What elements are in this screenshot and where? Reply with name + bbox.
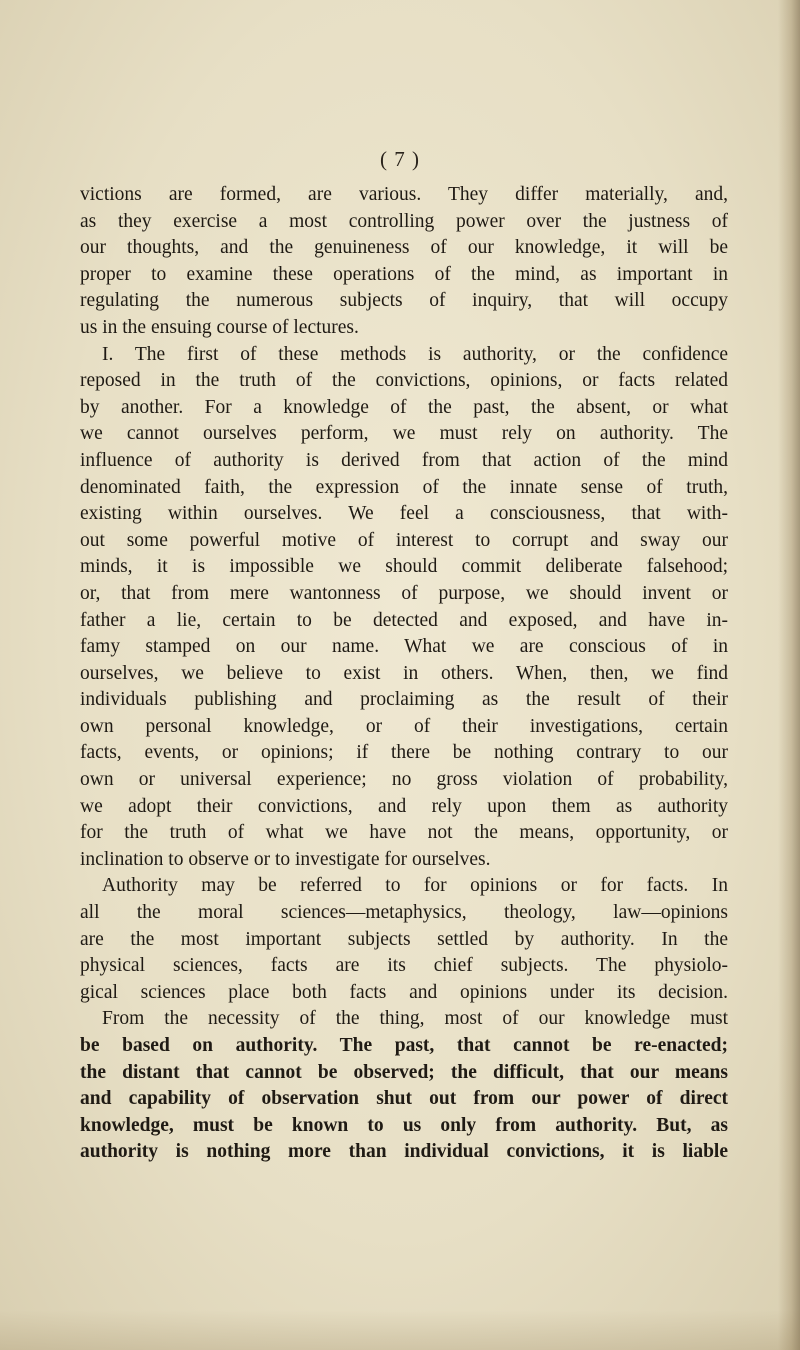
text-line: Authority may be referred to for opinions or for facts. In — [102, 875, 728, 897]
text-line: facts, events, or opinions; if there be nothing contrary to our — [80, 742, 728, 764]
text-line: inclination to observe or to investigate for ourselves. — [80, 848, 491, 870]
text-line: victions are formed, are various. They differ materially, and, — [80, 184, 728, 205]
text-line: be based on authority. The past, that cannot be re-enacted; — [80, 1035, 728, 1056]
text-line: proper to examine these operations of the mind, as important in — [80, 263, 728, 285]
text-line: the distant that cannot be observed; the difficult, that our means — [80, 1061, 728, 1083]
text-line: gical sciences place both facts and opinions under its decision. — [80, 981, 728, 1003]
text-line: individuals publishing and proclaiming as the result of their — [80, 689, 728, 711]
text-line: knowledge, must be known to us only from authority. But, as — [80, 1114, 728, 1136]
text-line: all the moral sciences—metaphysics, theology, law—opinions — [80, 902, 728, 924]
text-line: I. The first of these methods is authority, or the confidence — [102, 343, 728, 365]
body-text — [80, 182, 728, 1166]
text-line: we cannot ourselves perform, we must rely on authority. The — [80, 423, 728, 445]
page-number: ( 7 ) — [380, 147, 420, 171]
text-line: regulating the numerous subjects of inquiry, that will occupy — [80, 290, 728, 312]
text-line: us in the ensuing course of lectures. — [80, 316, 359, 338]
text-line: own or universal experience; no gross violation of probability, — [80, 769, 728, 791]
page-edge-shadow — [778, 0, 800, 1350]
page-bottom-shadow — [0, 1310, 800, 1350]
text-line: are the most important subjects settled by authority. In the — [80, 928, 728, 950]
text-line: out some powerful motive of interest to corrupt and sway our — [80, 529, 728, 551]
text-line: own personal knowledge, or of their investigations, certain — [80, 715, 728, 737]
text-line: influence of authority is derived from that action of the mind — [80, 449, 728, 471]
text-line: our thoughts, and the genuineness of our knowledge, it will be — [80, 237, 728, 259]
text-line: father a lie, certain to be detected and exposed, and have in- — [80, 609, 728, 631]
text-line: or, that from mere wantonness of purpose, we should invent or — [80, 582, 728, 604]
text-line: existing within ourselves. We feel a consciousness, that with- — [80, 503, 728, 525]
text-line: minds, it is impossible we should commit deliberate falsehood; — [80, 556, 728, 578]
text-line: reposed in the truth of the convictions, opinions, or facts related — [80, 370, 728, 392]
text-line: and capability of observation shut out from our power of direct — [80, 1088, 728, 1110]
text-line: From the necessity of the thing, most of our knowledge must — [102, 1008, 728, 1030]
text-line: physical sciences, facts are its chief subjects. The physiolo- — [80, 955, 728, 977]
text-line: denominated faith, the expression of the innate sense of truth, — [80, 476, 728, 498]
text-line: we adopt their convictions, and rely upon them as authority — [80, 795, 728, 817]
text-line: for the truth of what we have not the means, opportunity, or — [80, 822, 728, 844]
text-line: ourselves, we believe to exist in others. When, then, we find — [80, 662, 728, 684]
text-line: famy stamped on our name. What we are conscious of in — [80, 636, 728, 658]
text-line: authority is nothing more than individual convictions, it is liable — [80, 1141, 728, 1163]
text-line: by another. For a knowledge of the past, the absent, or what — [80, 396, 728, 418]
text-line: as they exercise a most controlling power over the justness of — [80, 210, 728, 232]
